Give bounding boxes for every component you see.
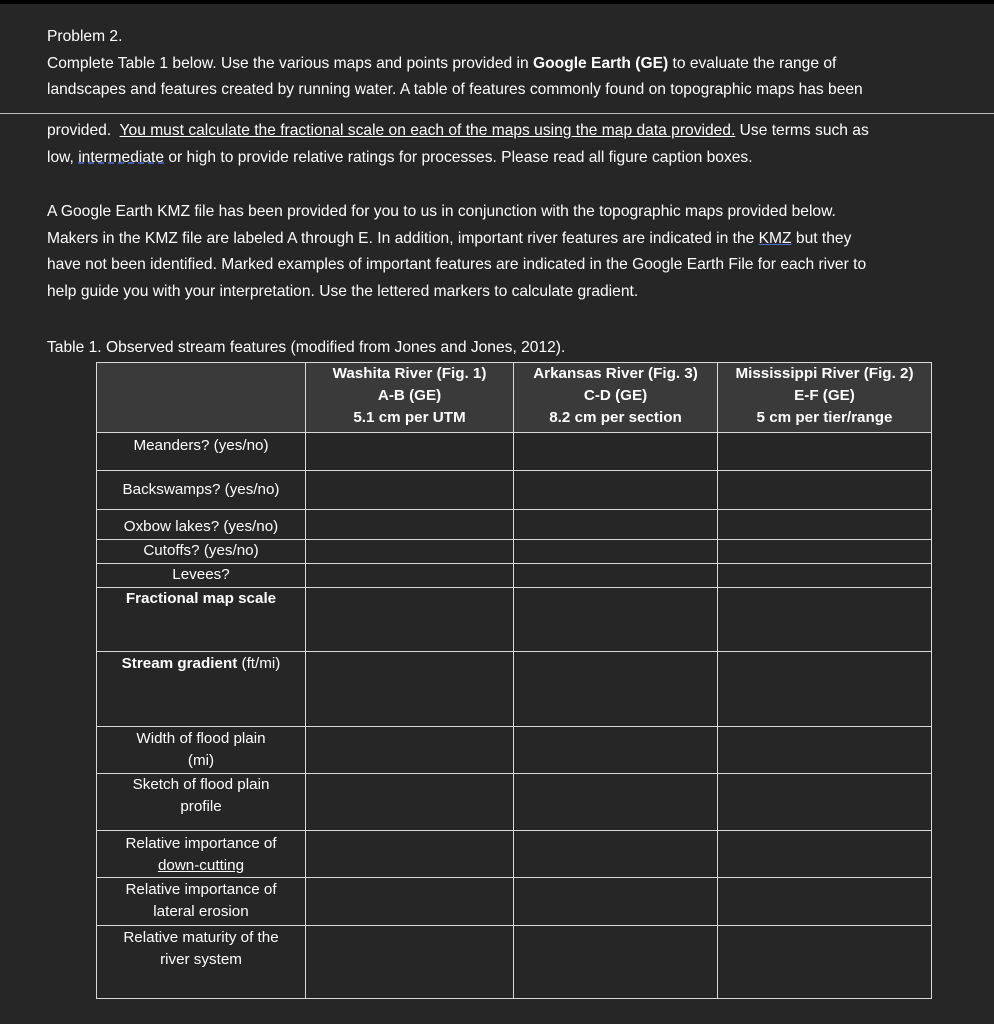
table-row: [97, 878, 932, 926]
answer-cell[interactable]: [514, 652, 718, 727]
table-row: [97, 926, 932, 999]
answer-cell[interactable]: [306, 588, 514, 652]
google-earth-term: Google Earth (GE): [533, 54, 669, 72]
row-label-fractional-scale: Fractional map scale: [97, 588, 306, 652]
answer-cell[interactable]: [718, 727, 932, 774]
row-label-levees: Levees?: [97, 564, 306, 588]
column-header-washita: Washita River (Fig. 1) A-B (GE) 5.1 cm per UTM: [306, 363, 514, 433]
answer-cell[interactable]: [718, 652, 932, 727]
table-row: [97, 433, 932, 471]
row-label-backswamps: Backswamps? (yes/no): [97, 471, 306, 510]
table-row: [97, 727, 932, 774]
row-label-river-maturity: Relative maturity of the river system: [97, 926, 306, 999]
answer-cell[interactable]: [718, 510, 932, 540]
answer-cell[interactable]: [718, 433, 932, 471]
column-header-arkansas: Arkansas River (Fig. 3) C-D (GE) 8.2 cm per section: [514, 363, 718, 433]
answer-cell[interactable]: [514, 433, 718, 471]
answer-cell[interactable]: [514, 564, 718, 588]
instruction-line-1: provided. You must calculate the fractional scale on each of the maps using the map data provided. Use terms such as: [47, 122, 869, 139]
table-caption: Table 1. Observed stream features (modified from Jones and Jones, 2012).: [47, 339, 566, 356]
table-row: [97, 540, 932, 564]
answer-cell[interactable]: [718, 471, 932, 510]
answer-cell[interactable]: [306, 831, 514, 878]
intermediate-term: intermediate: [78, 148, 165, 166]
answer-cell[interactable]: [306, 652, 514, 727]
table-row: [97, 774, 932, 831]
answer-cell[interactable]: [306, 510, 514, 540]
answer-cell[interactable]: [718, 564, 932, 588]
answer-cell[interactable]: [718, 774, 932, 831]
answer-cell[interactable]: [306, 540, 514, 564]
table-row: [97, 564, 932, 588]
kmz-term: KMZ: [758, 229, 792, 247]
answer-cell[interactable]: [306, 471, 514, 510]
row-label-floodplain-width: Width of flood plain (mi): [97, 727, 306, 774]
row-label-floodplain-sketch: Sketch of flood plain profile: [97, 774, 306, 831]
answer-cell[interactable]: [718, 540, 932, 564]
answer-cell[interactable]: [514, 926, 718, 999]
table-row: [97, 588, 932, 652]
intro-line-1: Complete Table 1 below. Use the various maps and points provided in Google Earth (GE) to evaluate the range of: [47, 54, 837, 72]
intro-line-2: landscapes and features created by running water. A table of features commonly found on topographic maps has been: [47, 81, 863, 98]
answer-cell[interactable]: [306, 774, 514, 831]
answer-cell[interactable]: [514, 878, 718, 926]
row-label-meanders: Meanders? (yes/no): [97, 433, 306, 471]
answer-cell[interactable]: [514, 774, 718, 831]
answer-cell[interactable]: [306, 926, 514, 999]
kmz-line-1: A Google Earth KMZ file has been provided for you to us in conjunction with the topographic maps provided below.: [47, 203, 836, 220]
table-row: [97, 652, 932, 727]
row-label-gradient: Stream gradient (ft/mi): [97, 652, 306, 727]
answer-cell[interactable]: [306, 564, 514, 588]
row-label-downcutting: Relative importance of down-cutting: [97, 831, 306, 878]
row-label-lateral-erosion: Relative importance of lateral erosion: [97, 878, 306, 926]
problem-intro: [47, 24, 982, 104]
answer-cell[interactable]: [718, 588, 932, 652]
answer-cell[interactable]: [514, 540, 718, 564]
problem-instructions: [47, 118, 982, 171]
answer-cell[interactable]: [514, 588, 718, 652]
fractional-scale-instruction: You must calculate the fractional scale on each of the maps using the map data provided.: [119, 122, 736, 139]
answer-cell[interactable]: [514, 471, 718, 510]
kmz-paragraph: [47, 199, 982, 305]
answer-cell[interactable]: [514, 510, 718, 540]
table-row: [97, 471, 932, 510]
answer-cell[interactable]: [306, 727, 514, 774]
page-break-divider: [0, 113, 994, 114]
table-row: [97, 510, 932, 540]
problem-title: Problem 2.: [47, 28, 123, 45]
kmz-line-2: Makers in the KMZ file are labeled A through E. In addition, important river features are indicated in the KMZ but they: [47, 229, 852, 247]
answer-cell[interactable]: [718, 878, 932, 926]
answer-cell[interactable]: [306, 878, 514, 926]
row-label-oxbow: Oxbow lakes? (yes/no): [97, 510, 306, 540]
kmz-line-3: have not been identified. Marked examples of important features are indicated in the Google Earth File for each river to: [47, 256, 867, 273]
row-label-cutoffs: Cutoffs? (yes/no): [97, 540, 306, 564]
answer-cell[interactable]: [514, 831, 718, 878]
table-header-row: [97, 363, 932, 433]
corner-header-cell: [97, 363, 306, 433]
column-header-mississippi: Mississippi River (Fig. 2) E-F (GE) 5 cm per tier/range: [718, 363, 932, 433]
answer-cell[interactable]: [718, 831, 932, 878]
table-row: [97, 831, 932, 878]
answer-cell[interactable]: [514, 727, 718, 774]
top-border: [0, 0, 994, 4]
instruction-line-2: low, intermediate or high to provide relative ratings for processes. Please read all figure caption boxes.: [47, 148, 753, 166]
stream-features-table: [96, 362, 932, 999]
kmz-line-4: help guide you with your interpretation. Use the lettered markers to calculate gradient.: [47, 282, 639, 300]
answer-cell[interactable]: [718, 926, 932, 999]
answer-cell[interactable]: [306, 433, 514, 471]
